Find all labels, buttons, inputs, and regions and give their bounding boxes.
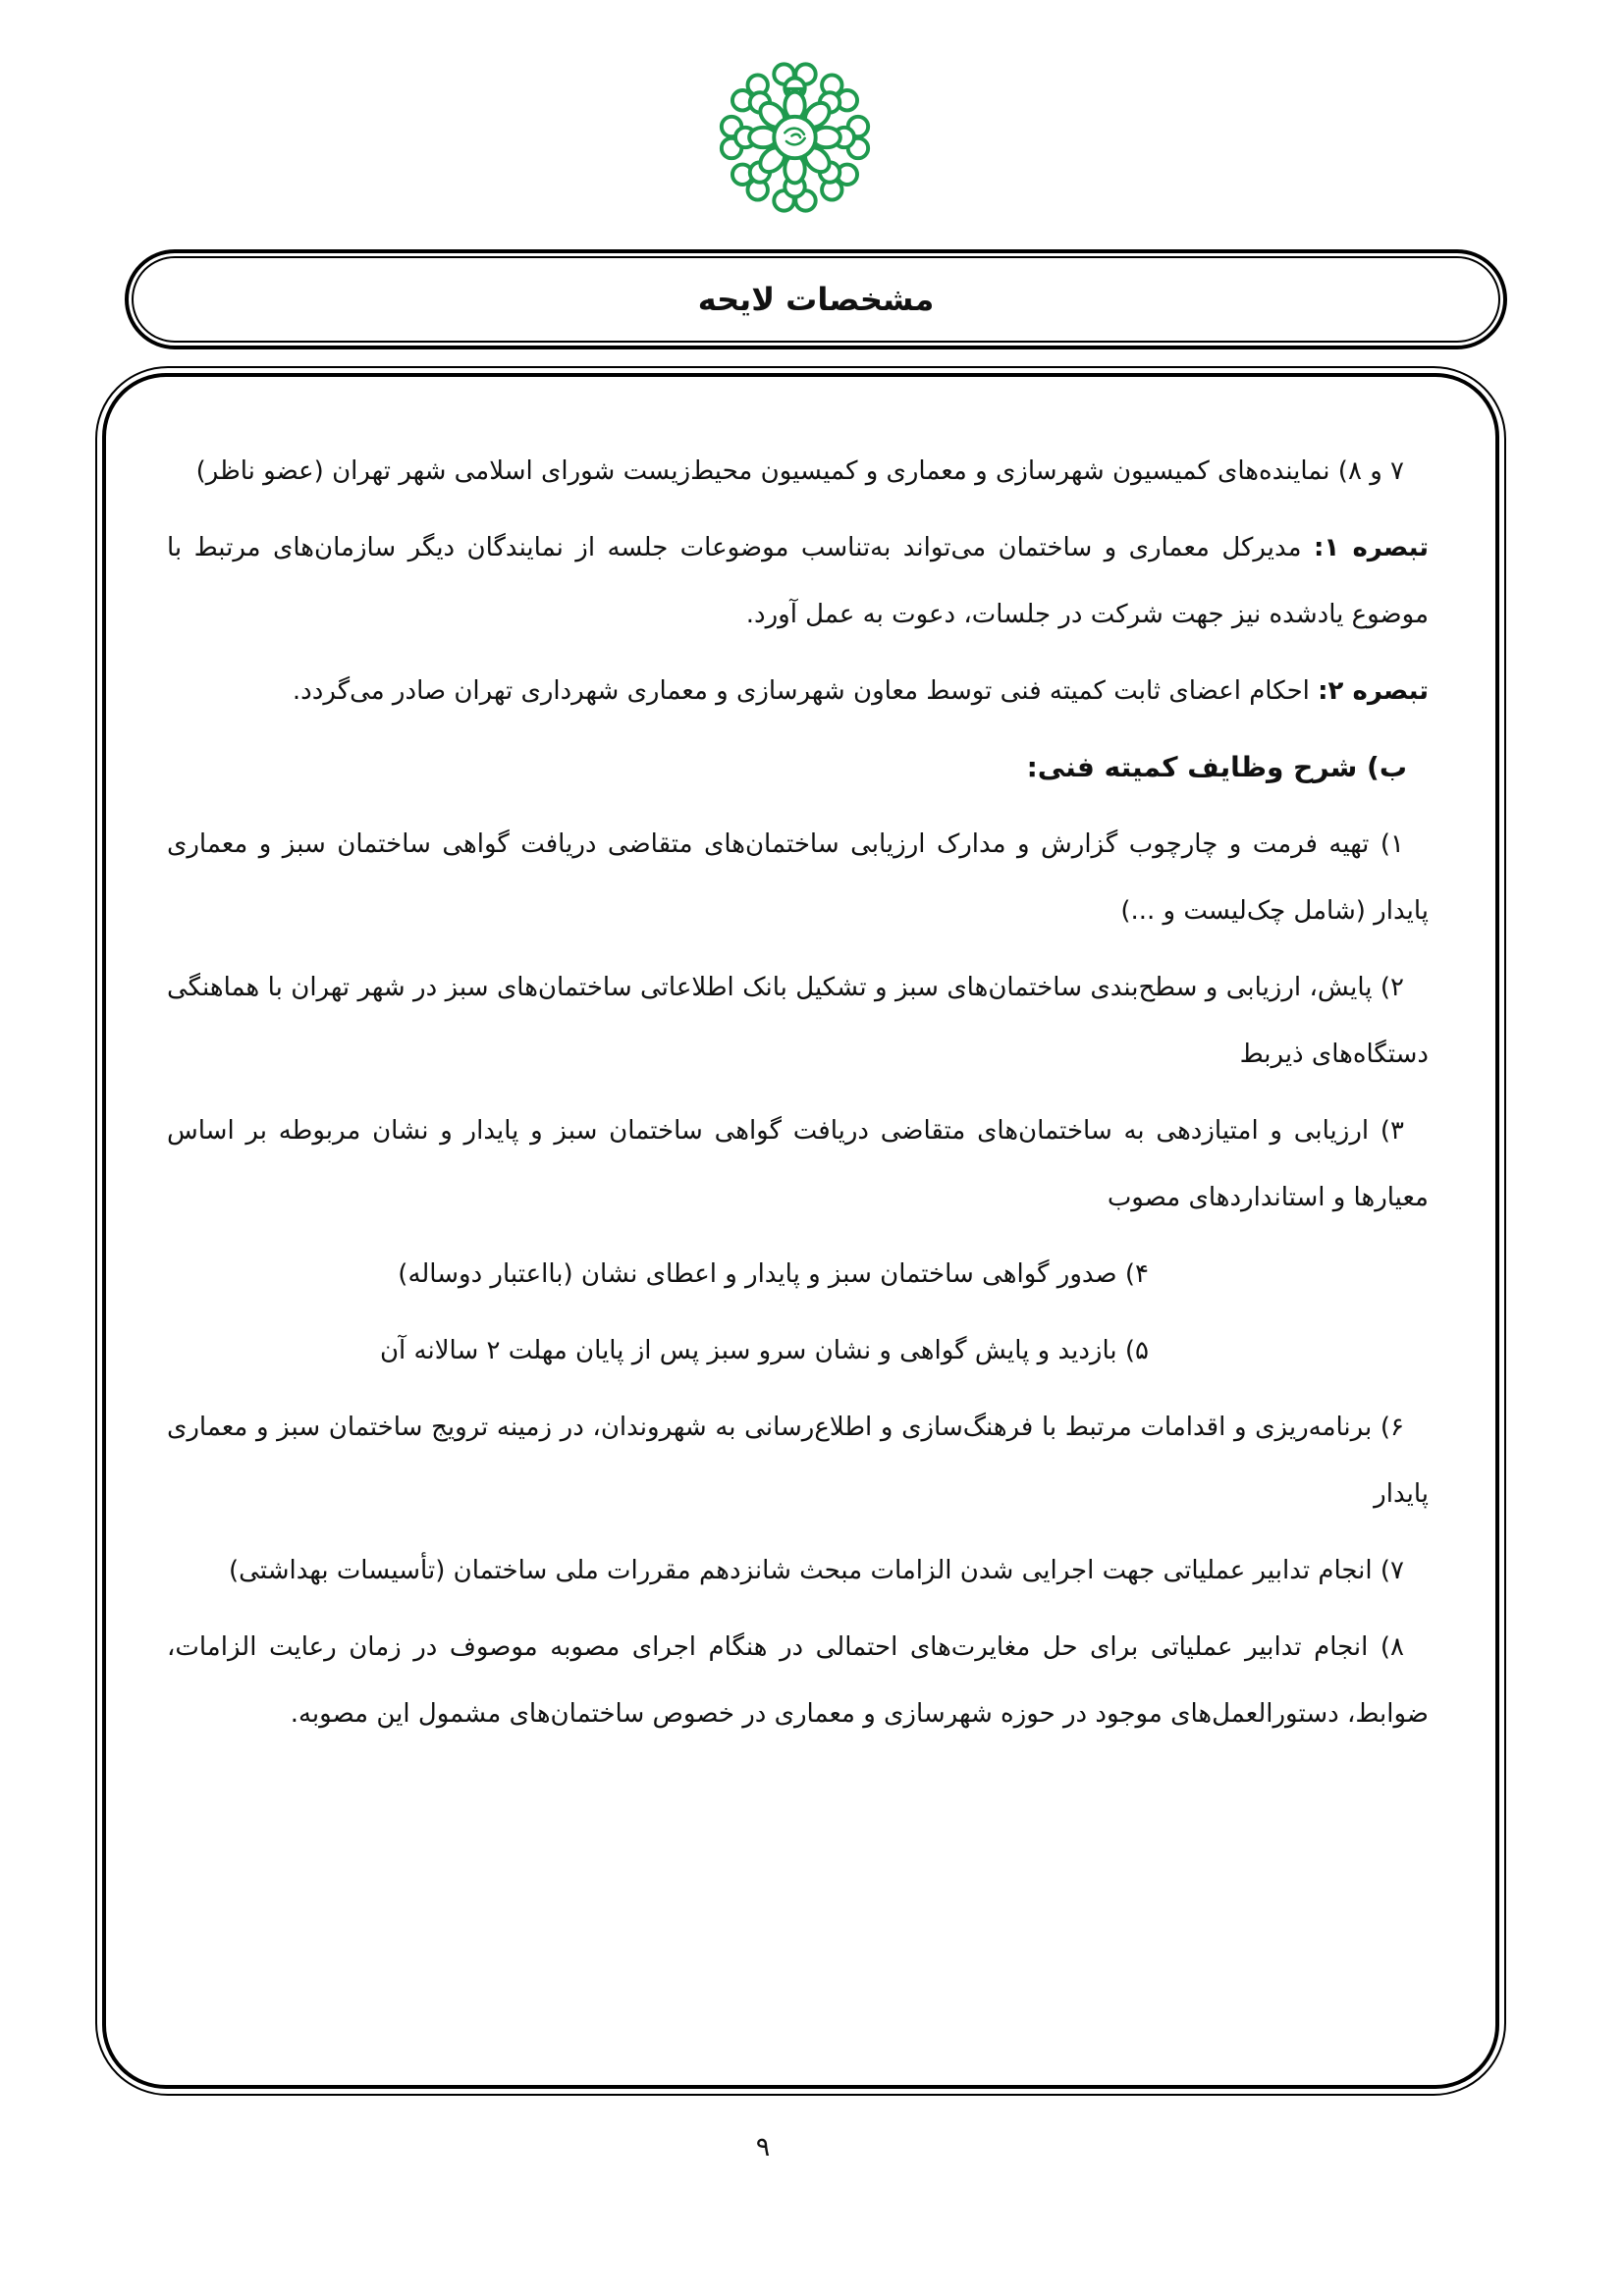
page-title: مشخصات لایحه — [697, 281, 935, 318]
paragraph-note-1: تبصره ۱: مدیرکل معماری و ساختمان می‌تواند به‌تناسب موضوعات جلسه از نمایندگان دیگر سازمان‌های مرتبط با موضوع یادشده نیز جهت شرکت در جلسات، دعوت به عمل آورد. — [167, 533, 1429, 629]
duty-item-2: ۲) پایش، ارزیابی و سطح‌بندی ساختمان‌های سبز و تشکیل بانک اطلاعاتی ساختمان‌های سبز در شهر تهران با هماهنگی دستگاه‌های ذیربط — [167, 973, 1429, 1069]
tehran-municipality-logo-icon — [714, 54, 876, 221]
header-banner-inner — [132, 256, 1500, 343]
duty-item-6: ۶) برنامه‌ریزی و اقدامات مرتبط با فرهنگ‌سازی و اطلاع‌رسانی به شهروندان، در زمینه ترویج ساختمان سبز و معماری پایدار — [167, 1413, 1429, 1509]
paragraph-note-2: تبصره ۲: احکام اعضای ثابت کمیته فنی توسط معاون شهرسازی و معماری شهرداری تهران صادر می‌گردد. — [292, 676, 1429, 706]
duty-item-8: ۸) انجام تدابیر عملیاتی برای حل مغایرت‌های احتمالی در هنگام اجرای مصوبه موصوف در زمان رعایت الزامات، ضوابط، دستورالعمل‌های موجود در حوزه شهرسازی و معماری در خصوص ساختمان‌های مشمول این مصوبه. — [167, 1632, 1429, 1729]
section-heading-duties: ب) شرح وظایف کمیته فنی: — [1026, 751, 1407, 783]
paragraph-members-7-8: ۷ و ۸) نماینده‌های کمیسیون شهرسازی و معماری و کمیسیون محیط‌زیست شورای اسلامی شهر تهران (عضو ناظر) — [195, 456, 1404, 486]
duty-item-5: ۵) بازدید و پایش گواهی و نشان سرو سبز پس از پایان مهلت ۲ سالانه آن — [379, 1336, 1149, 1365]
duty-item-4: ۴) صدور گواهی ساختمان سبز و پایدار و اعطای نشان (بااعتبار دوساله) — [398, 1259, 1149, 1289]
duty-item-7: ۷) انجام تدابیر عملیاتی جهت اجرایی شدن الزامات مبحث شانزدهم مقررات ملی ساختمان (تأسیسات بهداشتی) — [229, 1556, 1404, 1585]
page-number: ۹ — [755, 2132, 771, 2163]
content-frame-inner — [102, 373, 1499, 2089]
note-2-label: تبصره ۲: — [1318, 676, 1429, 706]
content-frame — [95, 366, 1506, 2096]
header-banner — [125, 249, 1507, 349]
note-1-label: تبصره ۱: — [1313, 533, 1429, 562]
duty-item-1: ۱) تهیه فرمت و چارچوب گزارش و مدارک ارزیابی ساختمان‌های متقاضی دریافت گواهی ساختمان سبز و معماری پایدار (شامل چک‌لیست و ...) — [167, 829, 1429, 926]
document-text — [167, 438, 1429, 1747]
duty-item-3: ۳) ارزیابی و امتیازدهی به ساختمان‌های متقاضی دریافت گواهی ساختمان سبز و پایدار و نشان مربوطه بر اساس معیارها و استانداردهای مصوب — [167, 1116, 1429, 1212]
